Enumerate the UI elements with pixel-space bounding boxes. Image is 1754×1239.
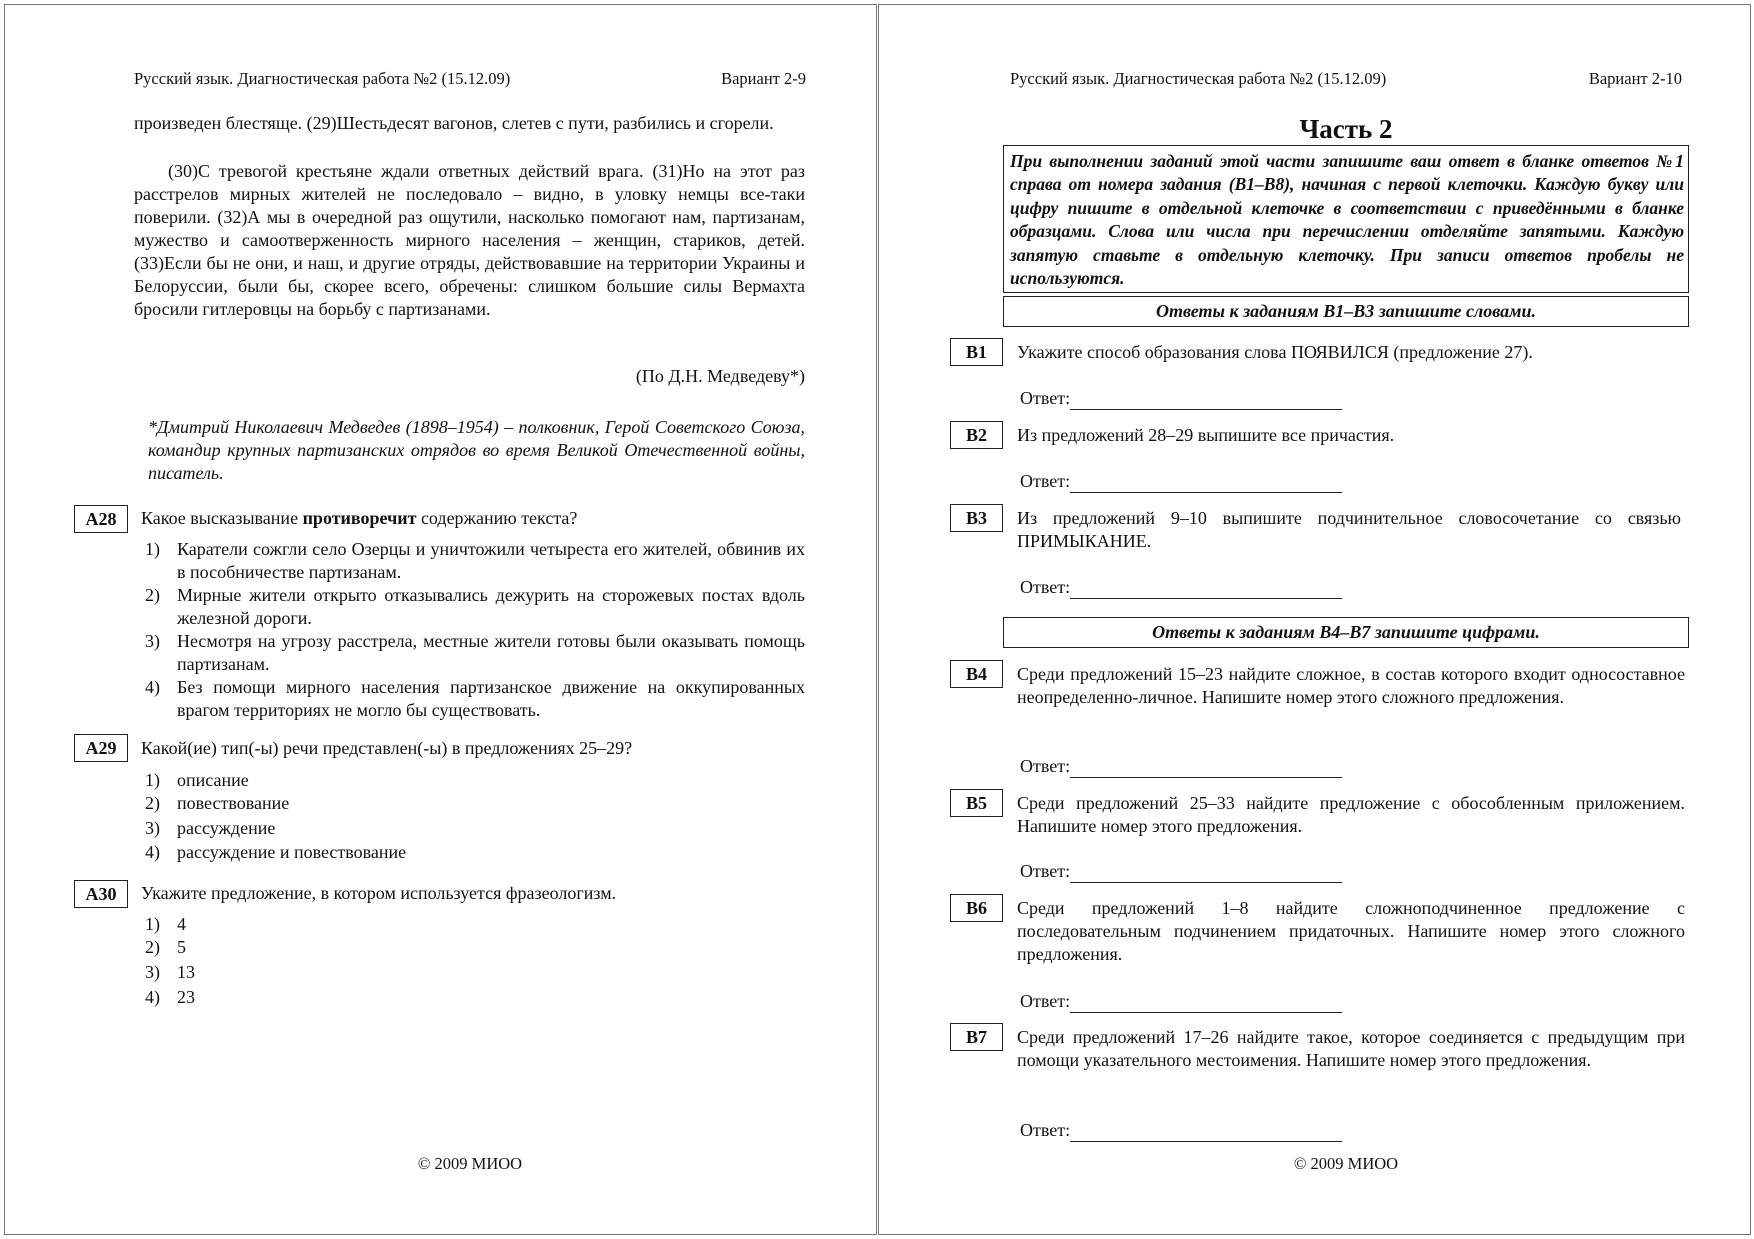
text-paragraph: произведен блестяще. (29)Шестьдесят вагонов, слетев с пути, разбились и сгорели.	[134, 113, 774, 133]
option-text: повествование	[177, 793, 290, 813]
option-text: Каратели сожгли село Озерцы и уничтожили четыреста его жителей, обвинив их в пособничестве партизанам.	[177, 539, 805, 582]
question-a28	[141, 507, 577, 530]
task-label-b7: B7	[950, 1023, 1003, 1051]
option-text: 13	[177, 962, 195, 982]
answer-label: Ответ:	[1020, 471, 1071, 491]
task-label-b5: B5	[950, 789, 1003, 817]
question-text: Какое высказывание	[141, 508, 303, 528]
task-text: Среди предложений 25–33 найдите предложение с обособленным приложением. Напишите номер этого предложения.	[1017, 793, 1685, 836]
section-title: Ответы к заданиям B4–B7 запишите цифрами.	[1152, 622, 1540, 642]
option-number: 2)	[145, 937, 160, 957]
option-number: 1)	[145, 539, 160, 559]
question-text: содержанию текста?	[416, 508, 578, 528]
option-text: рассуждение и повествование	[177, 842, 407, 862]
variant-label: Вариант 2-9	[721, 69, 806, 88]
answer-line[interactable]	[1070, 392, 1342, 410]
page-header-title: Русский язык. Диагностическая работа №2 (15.12.09)	[134, 69, 511, 88]
task-text: Из предложений 9–10 выпишите подчинительное словосочетание со связью ПРИМЫКАНИЕ.	[1017, 508, 1681, 551]
option-text: 5	[177, 937, 186, 957]
answer-label: Ответ:	[1020, 756, 1071, 776]
task-text: Укажите способ образования слова ПОЯВИЛСЯ (предложение 27).	[1017, 342, 1533, 362]
option-number: 1)	[145, 914, 160, 934]
task-label-b3: B3	[950, 504, 1003, 532]
task-text: Среди предложений 17–26 найдите такое, которое соединяется с предыдущим при помощи указательного местоимения. Напишите номер этого предложения.	[1017, 1027, 1685, 1070]
task-text: Из предложений 28–29 выпишите все причастия.	[1017, 425, 1395, 445]
question-a29: Какой(ие) тип(-ы) речи представлен(-ы) в предложениях 25–29?	[141, 738, 633, 758]
answer-line[interactable]	[1070, 760, 1342, 778]
option-text: Мирные жители открыто отказывались дежурить на сторожевых постах вдоль железной дороги.	[177, 585, 805, 628]
option-text: рассуждение	[177, 818, 276, 838]
answer-field-b4[interactable]	[1020, 755, 1342, 778]
option-text: 23	[177, 987, 195, 1007]
option-number: 4)	[145, 677, 160, 697]
task-text: Среди предложений 1–8 найдите сложноподчиненное предложение с последовательным подчинением придаточных. Напишите номер этого сложного предложения.	[1017, 898, 1685, 964]
answer-field-b7[interactable]	[1020, 1119, 1342, 1142]
footnote: *Дмитрий Николаевич Медведев (1898–1954) – полковник, Герой Советского Союза, командир крупных партизанских отрядов во время Великой Отечественной войны, писатель.	[148, 417, 805, 483]
part-title: Часть 2	[1299, 114, 1393, 144]
option-text: Без помощи мирного населения партизанское движение на оккупированных врагом территориях не могло бы существовать.	[177, 677, 805, 720]
option-text: Несмотря на угрозу расстрела, местные жители готовы были оказывать помощь партизанам.	[177, 631, 805, 674]
text-paragraph: (30)С тревогой крестьяне ждали ответных действий врага. (31)Но на этот раз расстрелов мирных жителей не последовало – видно, в уловку немцы все-таки поверили. (32)А мы в очередной раз ощутили, насколько помогают нам, партизанам, мужество и самоотверженность мирного населения – женщин, стариков, детей. (33)Если бы не они, и наш, и другие отряды, действовавшие на территории Украины и Белоруссии, были бы, скорее всего, обречены: слишком большие силы Вермахта бросили гитлеровцы на борьбу с партизанами.	[134, 161, 805, 319]
section-title: Ответы к заданиям B1–B3 запишите словами.	[1155, 301, 1537, 321]
option-text: 4	[177, 914, 186, 934]
option-number: 3)	[145, 962, 160, 982]
option-number: 2)	[145, 585, 160, 605]
task-label-b4: B4	[950, 660, 1003, 688]
option-number: 3)	[145, 631, 160, 651]
question-emphasis: противоречит	[302, 508, 417, 528]
question-a30: Укажите предложение, в котором используется фразеологизм.	[141, 883, 617, 903]
task-label-a30: A30	[74, 880, 128, 908]
answer-label: Ответ:	[1020, 991, 1071, 1011]
answer-label: Ответ:	[1020, 1120, 1071, 1140]
page-header-title: Русский язык. Диагностическая работа №2 (15.12.09)	[1010, 69, 1387, 88]
task-label-a28: A28	[74, 505, 128, 533]
answer-line[interactable]	[1070, 1124, 1342, 1142]
option-number: 1)	[145, 770, 160, 790]
answer-line[interactable]	[1070, 865, 1342, 883]
option-number: 4)	[145, 842, 160, 862]
variant-label: Вариант 2-10	[1588, 69, 1682, 88]
answer-field-b6[interactable]	[1020, 990, 1342, 1013]
answer-field-b5[interactable]	[1020, 860, 1342, 883]
answer-field-b2[interactable]	[1020, 470, 1342, 493]
answer-label: Ответ:	[1020, 861, 1071, 881]
instructions-text: При выполнении заданий этой части запишите ваш ответ в бланке ответов №1 справа от номера задания (B1–B8), начиная с первой клеточки. Каждую букву или цифру пишите в отдельной клеточке в соответствии с приведёнными в бланке образцами. Слова или числа при перечислении отделяйте запятыми. Каждую запятую ставьте в отдельную клеточку. При записи ответов пробелы не используются.	[1010, 151, 1684, 289]
task-label-b6: B6	[950, 894, 1003, 922]
task-label-b2: B2	[950, 421, 1003, 449]
copyright: © 2009 МИОО	[417, 1154, 523, 1173]
answer-field-b1[interactable]	[1020, 387, 1342, 410]
task-label-a29: A29	[74, 734, 128, 762]
attribution: (По Д.Н. Медведеву*)	[635, 366, 805, 386]
task-text: Среди предложений 15–23 найдите сложное, в состав которого входит односоставное неопределенно-личное. Напишите номер этого сложного предложения.	[1017, 664, 1685, 707]
task-label-b1: B1	[950, 338, 1003, 366]
answer-field-b3[interactable]	[1020, 576, 1342, 599]
answer-line[interactable]	[1070, 995, 1342, 1013]
answer-label: Ответ:	[1020, 577, 1071, 597]
option-number: 2)	[145, 793, 160, 813]
option-text: описание	[177, 770, 249, 790]
option-number: 3)	[145, 818, 160, 838]
copyright: © 2009 МИОО	[1293, 1154, 1399, 1173]
answer-line[interactable]	[1070, 475, 1342, 493]
answer-label: Ответ:	[1020, 388, 1071, 408]
answer-line[interactable]	[1070, 581, 1342, 599]
option-number: 4)	[145, 987, 160, 1007]
